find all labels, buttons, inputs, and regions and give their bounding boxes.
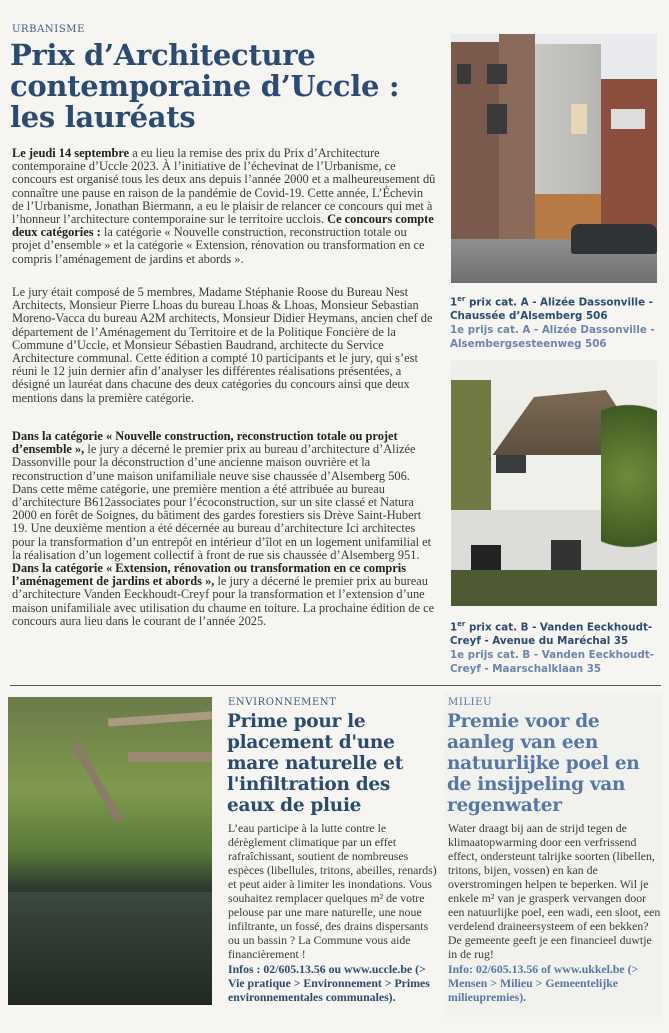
- bold-text: Dans la catégorie « Nouvelle construction, reconstruction totale ou projet d’ensemble »,: [12, 429, 398, 457]
- env-body: L’eau participe à la lutte contre le dérèglement climatique par un effet rafraîchissant, soutient de nombreuses espèces (libellules, tritons, abeilles, renards) et peut aider à limiter les inondations. Vous souhaitez remplacer quelques m² de votre pelouse par une mare naturelle, une noue infiltrante, un fossé, des drains dispersants ou un bassin ? La Commune vous aide financièrement !: [228, 821, 437, 961]
- article-title: [10, 40, 450, 133]
- caption-fr: 1er prix cat. A - Alizée Dassonville - Chaussée d’Alsemberg 506: [450, 295, 653, 323]
- milieu-info: Info: 02/605.13.56 of www.ukkel.be (> Mensen > Milieu > Gemeentelijke milieupremies).: [448, 962, 639, 1004]
- bold-text: Ce concours compte deux catégories :: [12, 212, 434, 240]
- caption-nl: 1e prijs cat. A - Alizée Dassonville - Alsembergsesteenweg 506: [450, 324, 655, 351]
- article-paragraph-3: [12, 430, 436, 628]
- section-category: MILIEU: [448, 697, 493, 708]
- caption-prize-b: [450, 617, 664, 676]
- milieu-title: Premie voor de aanleg van een natuurlijke poel en de insijpeling van regenwater: [447, 711, 640, 816]
- text: a eu lieu la remise des prix du Prix d’Architecture contemporaine d’Uccle 2023. À l’initiative de l’échevinat de l’Urbanisme, ce concours est organisé tous les deux ans depuis l’année 2000 et a malheureusement dû connaître une pause en raison de la pandémie de Covid-19. Cette année, L’Échevin de l’Urbanisme, Jonathan Biermann, a eu le plaisir de relancer ce concours qui met à l’honneur l’architecture contemporaine sur le territoire ucclois.: [12, 146, 436, 227]
- article-paragraph-2: Le jury était composé de 5 membres, Madame Stéphanie Roose du Bureau Nest Architects, Monsieur Pierre Lhoas du bureau Lhoas & Lhoas, Monsieur Sebastian Moreno-Vacca du bureau A2M architects, Monsieur Didier Heymans, ancien chef de département de l’Aménagement du Territoire et de la Politique Foncière de la Commune d’Uccle, et Monsieur Sébastien Baudrand, architecte du Service Architecture communal. Cette édition a compté 10 participants et le jury, qui s’est réuni le 12 juin dernier afin d’analyser les différentes réalisations présentées, a désigné un lauréat dans chacune des deux catégories du concours ainsi que deux mentions dans la première catégorie.: [12, 285, 433, 405]
- article-paragraph-1: [12, 147, 436, 266]
- env-title: Prime pour le placement d'une mare naturelle et l'infiltration des eaux de pluie: [227, 711, 403, 816]
- photo-house-vanden-eeckhoudt: [451, 360, 657, 606]
- title-line: contemporaine d’Uccle :: [10, 69, 400, 103]
- bold-text: Le jeudi 14 septembre: [12, 146, 130, 160]
- text: le jury a décerné le premier prix au bureau d’architecture Vanden Eeckhoudt-Creyf pour la transformation et l’extension d’une maison unifamiliale avec utilisation du chaume en toiture. La prochaine édition de ce concours aura lieu dans le courant de l’année 2025.: [12, 574, 435, 628]
- text: le jury a décerné le premier prix au bureau d’architecture d’Alizée Dassonville pour la déconstruction d’une ancienne maison ouvrière et la reconstruction d’une maison unifamiliale neuve sise chaussée d’Alsemberg 506. Dans cette même catégorie, une première mention a été attribuée au bureau d’architecture B612associates pour l’écoconstruction, sur un site classé et Natura 2000 en forêt de Soignes, du bâtiment des gardes forestiers sis Drève Saint-Hubert 19. Une deuxième mention a été décernée au bureau d’architecture Ici architectes pour la transformation d’un entrepôt en intérieur d’îlot en un logement unifamilial et la réalisation d’un logement collectif à front de rue sis chaussée d’Alsemberg 951.: [12, 442, 432, 562]
- photo-house-dassonville: [451, 34, 657, 283]
- photo-pond: [8, 697, 212, 1005]
- bold-text: Dans la catégorie « Extension, rénovation ou transformation en ce compris l’aménagement de jardins et abords »,: [12, 561, 407, 589]
- title-line: les lauréats: [10, 100, 196, 134]
- title-line: Prix d’Architecture: [10, 38, 316, 72]
- env-info: Infos : 02/605.13.56 ou www.uccle.be (> Vie pratique > Environnement > Primes environnementales communales).: [228, 962, 430, 1004]
- caption-fr: 1er prix cat. B - Vanden Eeckhoudt-Creyf - Avenue du Maréchal 35: [450, 620, 653, 648]
- text: la catégorie « Nouvelle construction, reconstruction totale ou projet d’ensemble » et la catégorie « Extension, rénovation ou transformation en ce compris l’aménagement de jardins et abords ».: [12, 225, 425, 266]
- section-category: URBANISME: [12, 24, 86, 35]
- section-divider: [10, 685, 661, 686]
- milieu-body: Water draagt bij aan de strijd tegen de klimaatopwarming door een verfrissend effect, ondersteunt talrijke soorten (libellen, tritons, bijen, vossen) en kan de overstromingen helpen te beperken. Wil je enkele m² van je grasperk vervangen door een natuurlijke poel, een wadi, een sloot, een verdelend draineersysteem of een bekken? De gemeente geeft je een financieel duwtje in de rug!: [448, 821, 661, 961]
- caption-nl: 1e prijs cat. B - Vanden Eeckhoudt-Creyf - Maarschalklaan 35: [450, 649, 654, 676]
- caption-prize-a: [450, 292, 664, 351]
- section-category: ENVIRONNEMENT: [228, 697, 337, 708]
